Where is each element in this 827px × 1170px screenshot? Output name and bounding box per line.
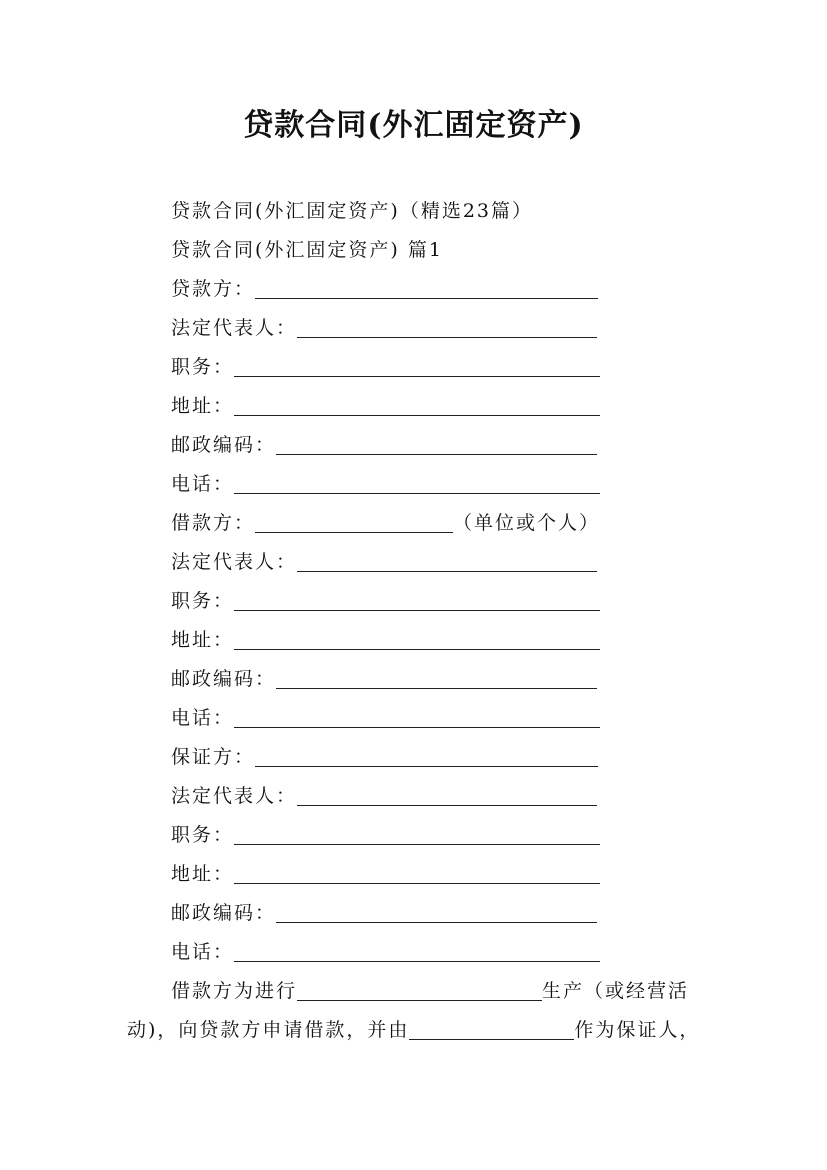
guarantor-legal-rep-row (171, 781, 597, 811)
subtitle (171, 196, 533, 226)
guarantor-legal-rep-blank[interactable] (297, 783, 597, 806)
field-label: 邮政编码： (171, 668, 277, 690)
field-label: 职务： (171, 590, 235, 612)
borrower-position-blank[interactable] (234, 588, 600, 611)
subtitle-text: 贷款合同(外汇固定资产)（精选23篇） (171, 200, 534, 222)
field-label: 借款方： (171, 512, 256, 534)
borrower-position-row (171, 586, 600, 616)
lender-legal-rep-blank[interactable] (297, 315, 597, 338)
borrower-address-row (171, 625, 600, 655)
body-line-2 (127, 1015, 700, 1045)
body-text: 作为保证人， (574, 1019, 701, 1041)
field-label: 电话： (171, 473, 235, 495)
borrower-address-blank[interactable] (234, 627, 600, 650)
lender-party-blank[interactable] (255, 276, 598, 299)
lender-postcode-blank[interactable] (276, 432, 597, 455)
lender-address-blank[interactable] (234, 393, 600, 416)
section-heading (171, 235, 443, 265)
field-label: 职务： (171, 824, 235, 846)
field-label: 电话： (171, 941, 235, 963)
lender-postcode-row (171, 430, 597, 460)
guarantor-phone-blank[interactable] (234, 939, 600, 962)
borrower-postcode-blank[interactable] (276, 666, 597, 689)
borrower-phone-row (171, 703, 600, 733)
guarantor-position-row (171, 820, 600, 850)
field-label: 法定代表人： (171, 317, 298, 339)
guarantor-phone-row (171, 937, 600, 967)
field-label: 邮政编码： (171, 434, 277, 456)
borrower-phone-blank[interactable] (234, 705, 600, 728)
lender-phone-blank[interactable] (234, 471, 600, 494)
lender-position-blank[interactable] (234, 354, 600, 377)
borrower-postcode-row (171, 664, 597, 694)
party-note: （单位或个人） (453, 512, 601, 534)
borrower-party-row (171, 508, 600, 538)
guarantor-postcode-row (171, 898, 597, 928)
lender-address-row (171, 391, 600, 421)
field-label: 保证方： (171, 746, 256, 768)
field-label: 贷款方： (171, 278, 256, 300)
document-title: 贷款合同(外汇固定资产) (243, 108, 584, 143)
field-label: 法定代表人： (171, 551, 298, 573)
field-label: 地址： (171, 863, 235, 885)
lender-position-row (171, 352, 600, 382)
borrower-legal-rep-blank[interactable] (297, 549, 597, 572)
body-text: 动)，向贷款方申请借款，并由 (127, 1019, 410, 1041)
guarantor-address-row (171, 859, 600, 889)
field-label: 地址： (171, 629, 235, 651)
lender-legal-rep-row (171, 313, 597, 343)
guarantor-party-blank[interactable] (255, 744, 598, 767)
borrower-party-blank[interactable] (255, 510, 453, 533)
lender-phone-row (171, 469, 600, 499)
section-heading-text: 贷款合同(外汇固定资产) 篇1 (171, 239, 443, 261)
body-text: 借款方为进行 (171, 980, 298, 1002)
guarantor-position-blank[interactable] (234, 822, 600, 845)
field-label: 地址： (171, 395, 235, 417)
guarantor-party-row (171, 742, 598, 772)
guarantor-postcode-blank[interactable] (276, 900, 597, 923)
guarantor-address-blank[interactable] (234, 861, 600, 884)
guarantor-name-blank[interactable] (409, 1017, 574, 1040)
lender-party-row (171, 274, 598, 304)
body-text: 生产（或经营活 (542, 980, 690, 1002)
field-label: 法定代表人： (171, 785, 298, 807)
production-blank[interactable] (297, 978, 542, 1001)
borrower-legal-rep-row (171, 547, 597, 577)
field-label: 邮政编码： (171, 902, 277, 924)
field-label: 职务： (171, 356, 235, 378)
body-line-1 (171, 976, 689, 1006)
field-label: 电话： (171, 707, 235, 729)
